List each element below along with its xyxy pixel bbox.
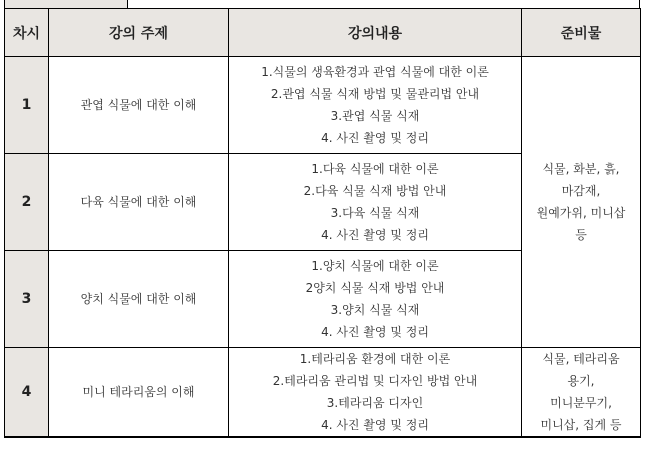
materials-line: 원예가위, 미니삽 xyxy=(536,206,626,220)
content-line: 2양치 식물 식재 방법 안내 xyxy=(305,281,445,295)
content-line: 3.양치 식물 식재 xyxy=(330,303,420,317)
session-number: 1 xyxy=(5,57,49,154)
session-number: 2 xyxy=(5,154,49,251)
materials-line: 식물, 테라리움 xyxy=(542,352,620,366)
header-materials: 준비물 xyxy=(522,9,641,57)
curriculum-table xyxy=(4,8,641,438)
header-session: 차시 xyxy=(5,9,49,57)
content-line: 2.테라리움 관리법 및 디자인 방법 안내 xyxy=(272,374,478,388)
lecture-topic: 양치 식물에 대한 이해 xyxy=(49,251,229,348)
lecture-topic: 관엽 식물에 대한 이해 xyxy=(49,57,229,154)
header-content: 강의내용 xyxy=(229,9,522,57)
content-line: 1.테라리움 환경에 대한 이론 xyxy=(299,352,451,366)
materials-line: 미니분무기, xyxy=(550,396,612,410)
header-topic: 강의 주제 xyxy=(49,9,229,57)
materials-line: 마감재, xyxy=(561,184,601,198)
content-line: 3.테라리움 디자인 xyxy=(326,396,424,410)
content-line: 2.다육 식물 식재 방법 안내 xyxy=(303,184,447,198)
lecture-topic: 미니 테라리움의 이해 xyxy=(49,348,229,438)
lecture-content xyxy=(229,251,522,348)
table-row xyxy=(5,348,641,438)
materials-line: 식물, 화분, 흙, xyxy=(542,162,620,176)
session-number: 4 xyxy=(5,348,49,438)
content-line: 1.식물의 생육환경과 관엽 식물에 대한 이론 xyxy=(261,65,489,79)
content-line: 3.다육 식물 식재 xyxy=(330,206,420,220)
content-line: 2.관엽 식물 식재 방법 및 물관리법 안내 xyxy=(270,87,480,101)
table-row xyxy=(5,57,641,154)
table-header-row xyxy=(5,9,641,57)
content-line: 4. 사진 촬영 및 정리 xyxy=(321,325,429,339)
content-line: 4. 사진 촬영 및 정리 xyxy=(321,131,429,145)
materials-row4 xyxy=(522,348,641,438)
content-line: 1.양치 식물에 대한 이론 xyxy=(311,259,439,273)
lecture-content xyxy=(229,57,522,154)
lecture-content xyxy=(229,154,522,251)
materials-line: 용기, xyxy=(567,374,595,388)
content-line: 1.다육 식물에 대한 이론 xyxy=(311,162,439,176)
materials-line: 미니삽, 집게 등 xyxy=(540,418,622,432)
lecture-topic: 다육 식물에 대한 이해 xyxy=(49,154,229,251)
materials-line: 등 xyxy=(575,228,587,242)
materials-shared xyxy=(522,57,641,348)
content-line: 4. 사진 촬영 및 정리 xyxy=(321,418,429,432)
content-line: 3.관엽 식물 식재 xyxy=(330,109,420,123)
content-line: 4. 사진 촬영 및 정리 xyxy=(321,228,429,242)
lecture-content xyxy=(229,348,522,438)
session-number: 3 xyxy=(5,251,49,348)
